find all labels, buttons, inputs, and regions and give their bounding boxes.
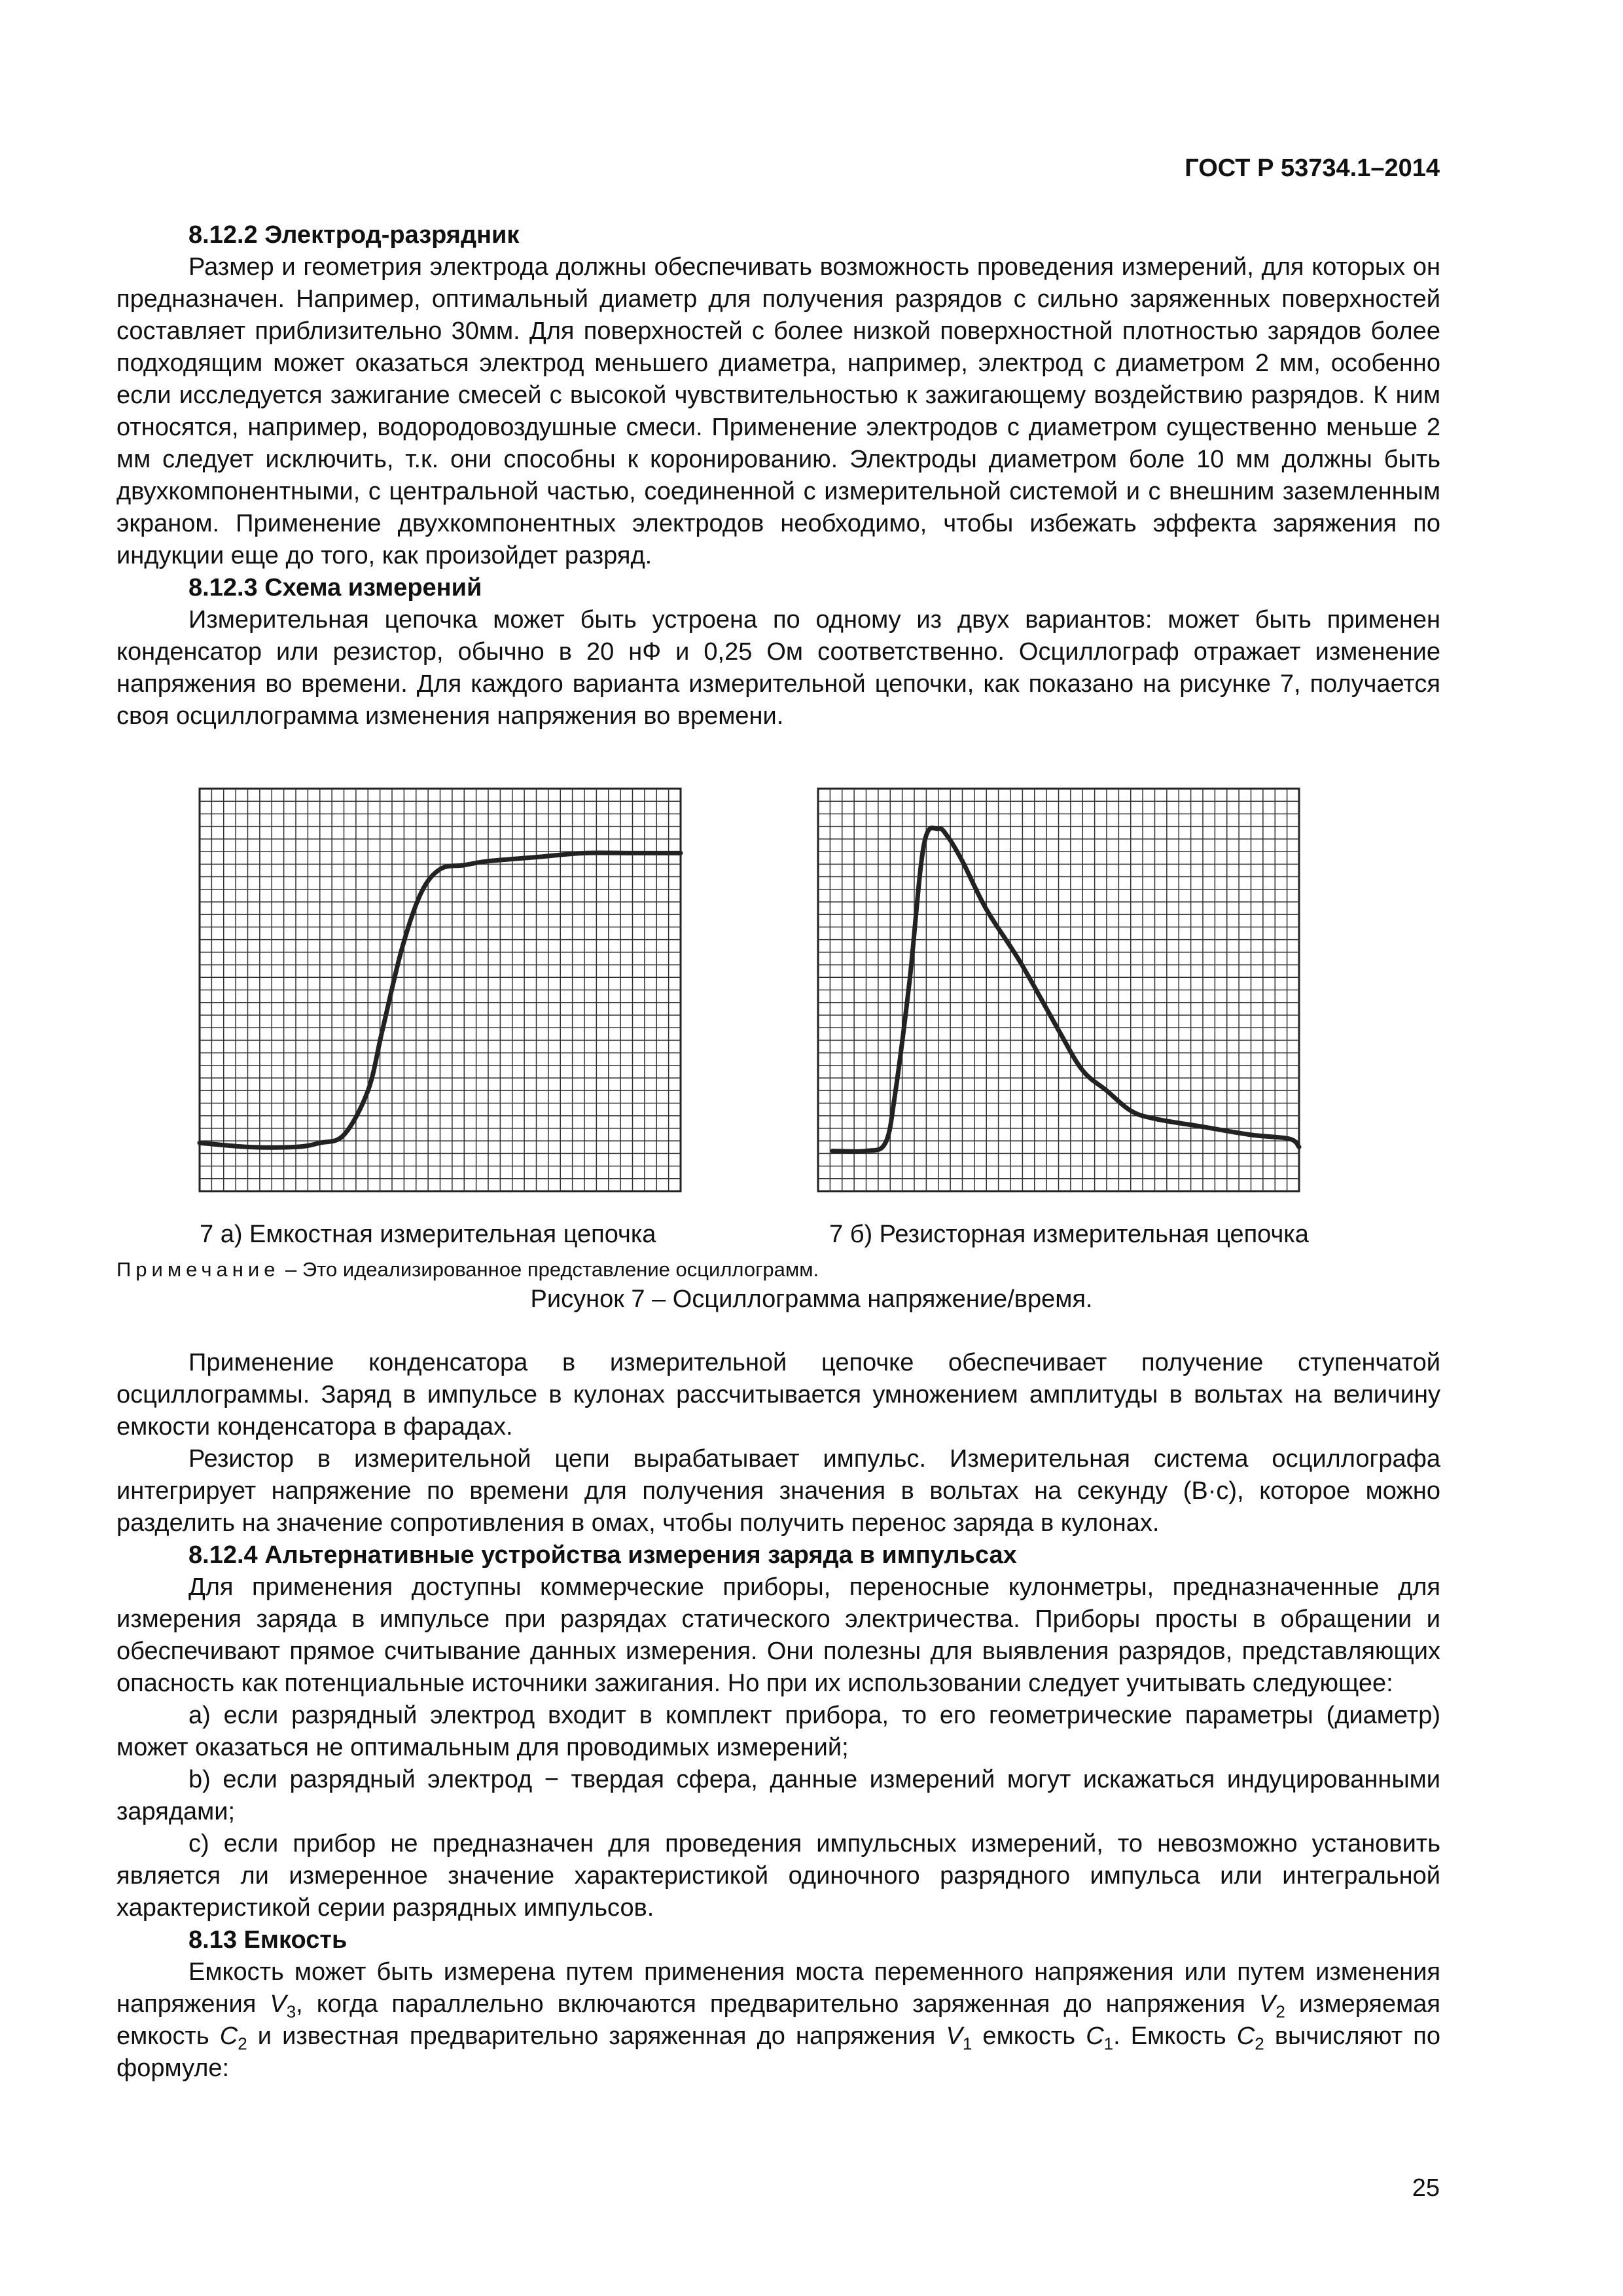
section-heading-8-12-3: 8.12.3 Схема измерений [188,574,482,601]
subscript: 2 [1255,2034,1264,2054]
subscript: 2 [238,2034,247,2054]
paragraph: Применение конденсатора в измерительной цепочке обеспечивает получение ступенчатой осциллограммы. Заряд в импульсе в кулонах рассчитывается умножением амплитуды в вольтах на величину емкости конденсатора в фарадах. [116,1349,1440,1441]
list-item-a: а) если разрядный электрод входит в комплект прибора, то его геометрические параметры (диаметр) может оказаться не оптимальным для проводимых измерений; [116,1702,1440,1761]
figure-note [116,1258,819,1282]
standard-number: ГОСТ Р 53734.1–2014 [1185,154,1440,182]
symbol-v: V [270,1990,287,2018]
subscript: 3 [286,2001,296,2022]
symbol-c: C [1086,2022,1104,2050]
paragraph: Измерительная цепочка может быть устроена по одному из двух вариантов: может быть применен конденсатор или резистор, обычно в 20 нФ и 0,25 Ом соответственно. Осциллограф отражает изменение напряжения во времени. Для каждого варианта измерительной цепочки, как показано на рисунке 7, получается своя осциллограмма изменения напряжения во времени. [116,606,1440,730]
figure-7 [0,785,1623,1335]
oscillogram-capacitive-chart [196,785,684,1194]
section-heading-8-12-2: 8.12.2 Электрод-разрядник [188,221,520,249]
paragraph: Для применения доступны коммерческие приборы, переносные кулонметры, предназначенные для измерения заряда в импульсе при разрядах статического электричества. Приборы просты в обращении и обеспечивают прямое считывание данных измерения. Они полезны для выявления разрядов, представляющих опасность как потенциальные источники зажигания. Но при их использовании следует учитывать следующее: [116,1573,1440,1697]
symbol-v: V [946,2022,963,2050]
text-block-top [116,219,1440,732]
symbol-c: C [219,2022,238,2050]
grid-lines [200,789,681,1191]
text-run: , когда параллельно включаются предварительно заряженная до напряжения [296,1990,1259,2018]
paragraph-capacitance [116,1956,1440,2085]
oscillogram-resistive-chart [815,785,1302,1194]
text-run: вычисляют по формуле: [116,2022,1440,2082]
note-label: Примечание [116,1258,280,1281]
note-text: – Это идеализированное представление осциллограмм. [279,1258,819,1281]
subscript: 2 [1275,2001,1285,2022]
symbol-c: C [1236,2022,1255,2050]
caption-7a: 7 а) Емкостная измерительная цепочка [200,1221,656,1248]
list-item-b: b) если разрядный электрод − твердая сфера, данные измерений могут искажаться индуцированными зарядами; [116,1766,1440,1825]
paragraph: Резистор в измерительной цепи вырабатывает импульс. Измерительная система осциллографа интегрирует напряжение по времени для получения значения в вольтах на секунду (В·с), которое можно разделить на значение сопротивления в омах, чтобы получить перенос заряда в кулонах. [116,1445,1440,1537]
list-item-c: с) если прибор не предназначен для проведения импульсных измерений, то невозможно установить является ли измеренное значение характеристикой одиночного разрядного импульса или интегральной характеристикой серии разрядных импульсов. [116,1830,1440,1922]
caption-7b: 7 б) Резисторная измерительная цепочка [829,1221,1309,1248]
text-run: и известная предварительно заряженная до напряжения [247,2022,946,2050]
text-run: . Емкость [1113,2022,1237,2050]
subscript: 1 [1103,2034,1114,2054]
page-number: 25 [1412,2174,1440,2202]
text-run: Емкость может быть измерена путем применения моста переменного напряжения или путем изменения напряжения [116,1958,1440,2018]
text-block-bottom [116,1347,1440,2085]
section-heading-8-13: 8.13 Емкость [188,1926,348,1954]
figure-title: Рисунок 7 – Осциллограмма напряжение/время. [530,1285,1093,1313]
paragraph: Размер и геометрия электрода должны обеспечивать возможность проведения измерений, для которых он предназначен. Например, оптимальный диаметр для получения разрядов с сильно заряженных поверхностей составляет приблизительно 30мм. Для поверхностей с более низкой поверхностной плотностью зарядов более подходящим может оказаться электрод меньшего диаметра, например, электрод с диаметром 2 мм, особенно если исследуется зажигание смесей с высокой чувствительностью к зажигающему воздействию разрядов. К ним относятся, например, водородовоздушные смеси. Применение электродов с диаметром существенно меньше 2 мм следует исключить, т.к. они способны к коронированию. Электроды диаметром боле 10 мм должны быть двухкомпонентными, с центральной частью, соединенной с измерительной системой и с внешним заземленным экраном. Применение двухкомпонентных электродов необходимо, чтобы избежать эффекта заряжения по индукции еще до того, как произойдет разряд. [116,253,1440,569]
text-run: емкость [972,2022,1086,2050]
subscript: 1 [962,2034,972,2054]
section-heading-8-12-4: 8.12.4 Альтернативные устройства измерения заряда в импульсах [188,1541,1017,1569]
symbol-v: V [1258,1990,1276,2018]
text-run: измеряемая емкость [116,1990,1440,2050]
